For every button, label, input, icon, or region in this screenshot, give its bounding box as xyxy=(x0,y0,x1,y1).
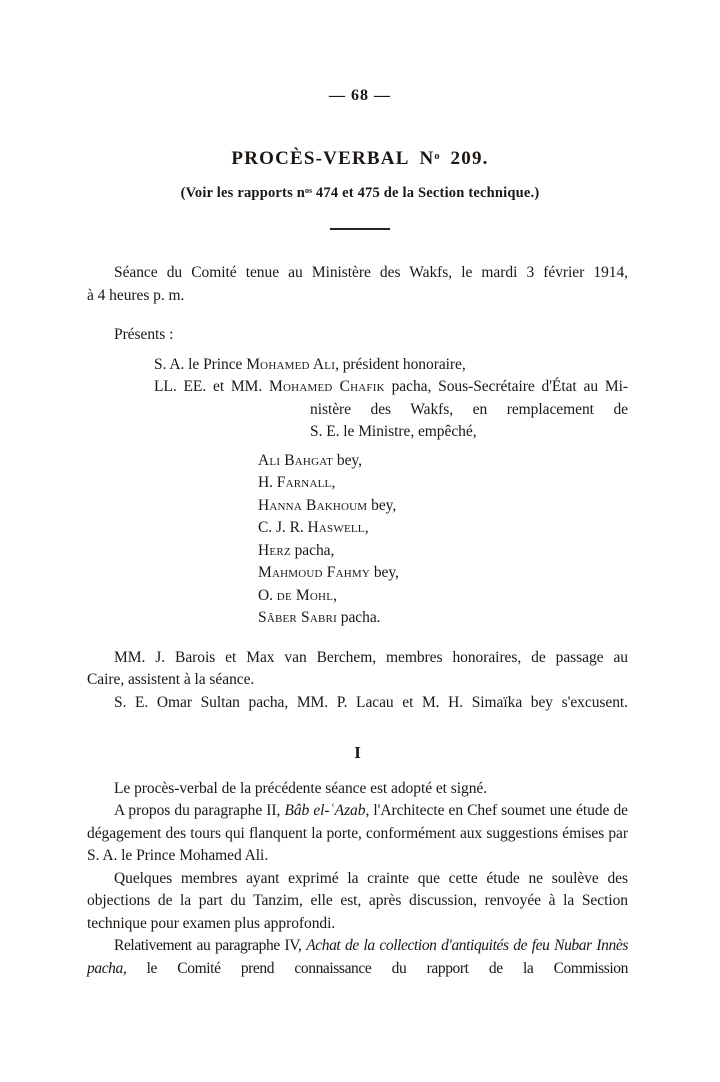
text-segment: S. A. le Prince xyxy=(154,355,247,373)
attendee-line xyxy=(154,354,628,377)
smallcaps-text: Ali Bahgat xyxy=(258,451,334,469)
superscript-text: o xyxy=(434,151,440,162)
section-heading xyxy=(87,742,628,765)
smallcaps-text: Hanna Bakhoum xyxy=(258,496,368,514)
smallcaps-text: Farnall xyxy=(276,474,332,492)
text-segment: Séance du Comité tenue au Ministère des Wakfs, le mardi 3 février 1914, xyxy=(114,264,628,282)
text-segment: Relativement au paragraphe IV, xyxy=(114,937,307,955)
text-segment: pacha, xyxy=(290,541,335,559)
text-segment: (Voir les rapports n xyxy=(180,185,306,202)
honorary-members-line-2 xyxy=(87,669,628,692)
document-subtitle xyxy=(0,182,720,202)
text-segment: 474 et 475 de la Section technique.) xyxy=(312,185,540,202)
smallcaps-text: Mohamed Ali xyxy=(246,355,336,373)
italic-text: Achat de la collection d'antiquités de feu Nubar Innès pacha xyxy=(87,937,628,977)
text-segment: pacha. xyxy=(336,609,381,627)
honorary-members-line-1 xyxy=(114,647,628,670)
text-segment: 209. xyxy=(439,148,489,170)
text-segment: S. E. le Ministre, empêché, xyxy=(310,423,477,441)
attendee-name xyxy=(258,562,628,585)
paragraph xyxy=(87,800,628,868)
attendee-line xyxy=(154,376,628,399)
text-segment: Le procès-verbal de la précédente séance est adopté et signé. xyxy=(114,779,488,797)
text-segment: , xyxy=(331,474,336,492)
text-segment: bey, xyxy=(370,564,399,582)
text-segment: bey, xyxy=(367,496,397,514)
smallcaps-text: Herz xyxy=(258,541,291,559)
attendee-name xyxy=(258,495,628,518)
text-segment: A propos du paragraphe II, xyxy=(114,802,285,820)
page-number: — 68 — xyxy=(329,87,391,104)
attendee-name xyxy=(258,472,628,495)
italic-text: Bâb el-ʿAzab xyxy=(284,802,366,820)
separator-rule xyxy=(330,228,390,230)
seance-line-2 xyxy=(87,285,628,308)
text-segment: , xyxy=(333,586,337,604)
smallcaps-text: Sâber Sabri xyxy=(258,609,337,627)
smallcaps-text: Haswell xyxy=(307,519,365,537)
paragraph xyxy=(87,868,628,936)
text-segment: , président honoraire, xyxy=(335,355,466,373)
text-segment: nistère des Wakfs, en remplacement de xyxy=(310,400,628,418)
text-segment: , l'Architecte en Chef soumet une étude de dégagement des tours qui flanquent la porte, conformément aux suggestions émises par S. A. le Prince Mohamed Ali. xyxy=(87,802,628,865)
text-segment: Présents : xyxy=(114,326,174,344)
document-body xyxy=(87,262,628,980)
text-segment: , xyxy=(364,519,369,537)
attendee-name xyxy=(258,450,628,473)
attendee-name xyxy=(258,585,628,608)
text-segment: bey, xyxy=(333,451,362,469)
text-segment: Quelques membres ayant exprimé la crainte que cette étude ne soulève des objections de la part du Tanzim, elle est, après discussion, renvoyée à la Section technique pour examen plus approfondi. xyxy=(87,869,628,932)
attendee-line xyxy=(310,399,628,422)
attendee-name xyxy=(258,517,628,540)
text-segment: , le Comité prend connaissance du rapport de la Commission xyxy=(122,959,628,977)
smallcaps-text: Mahmoud Fahmy xyxy=(258,564,370,582)
presents-label xyxy=(114,324,628,347)
seance-line-1 xyxy=(114,262,628,285)
smallcaps-text: de Mohl xyxy=(276,586,334,604)
text-segment: LL. EE. et MM. xyxy=(154,378,270,396)
document-title xyxy=(0,146,720,170)
text-segment: à 4 heures p. m. xyxy=(87,286,185,304)
attendee-name xyxy=(258,607,628,630)
text-segment: S. E. Omar Sultan pacha, MM. P. Lacau et M. H. Simaïka bey s'excusent. xyxy=(114,693,628,711)
text-segment: pacha, Sous-Secrétaire d'État au Mi- xyxy=(384,378,628,396)
paragraph xyxy=(114,778,628,801)
text-segment: Caire, assistent à la séance. xyxy=(87,671,255,689)
text-segment: C. J. R. xyxy=(258,519,308,537)
text-segment: MM. J. Barois et Max van Berchem, membres honoraires, de passage au xyxy=(114,648,628,666)
superscript-text: os xyxy=(305,186,313,196)
text-segment: O. xyxy=(258,586,277,604)
text-segment: PROCÈS-VERBAL N xyxy=(231,148,435,170)
excused-line xyxy=(114,692,628,715)
attendee-line xyxy=(310,421,628,444)
text-segment: H. xyxy=(258,474,277,492)
paragraph xyxy=(87,935,628,980)
attendee-name xyxy=(258,540,628,563)
text-segment: I xyxy=(354,743,361,763)
smallcaps-text: Mohamed Chafik xyxy=(269,378,385,396)
